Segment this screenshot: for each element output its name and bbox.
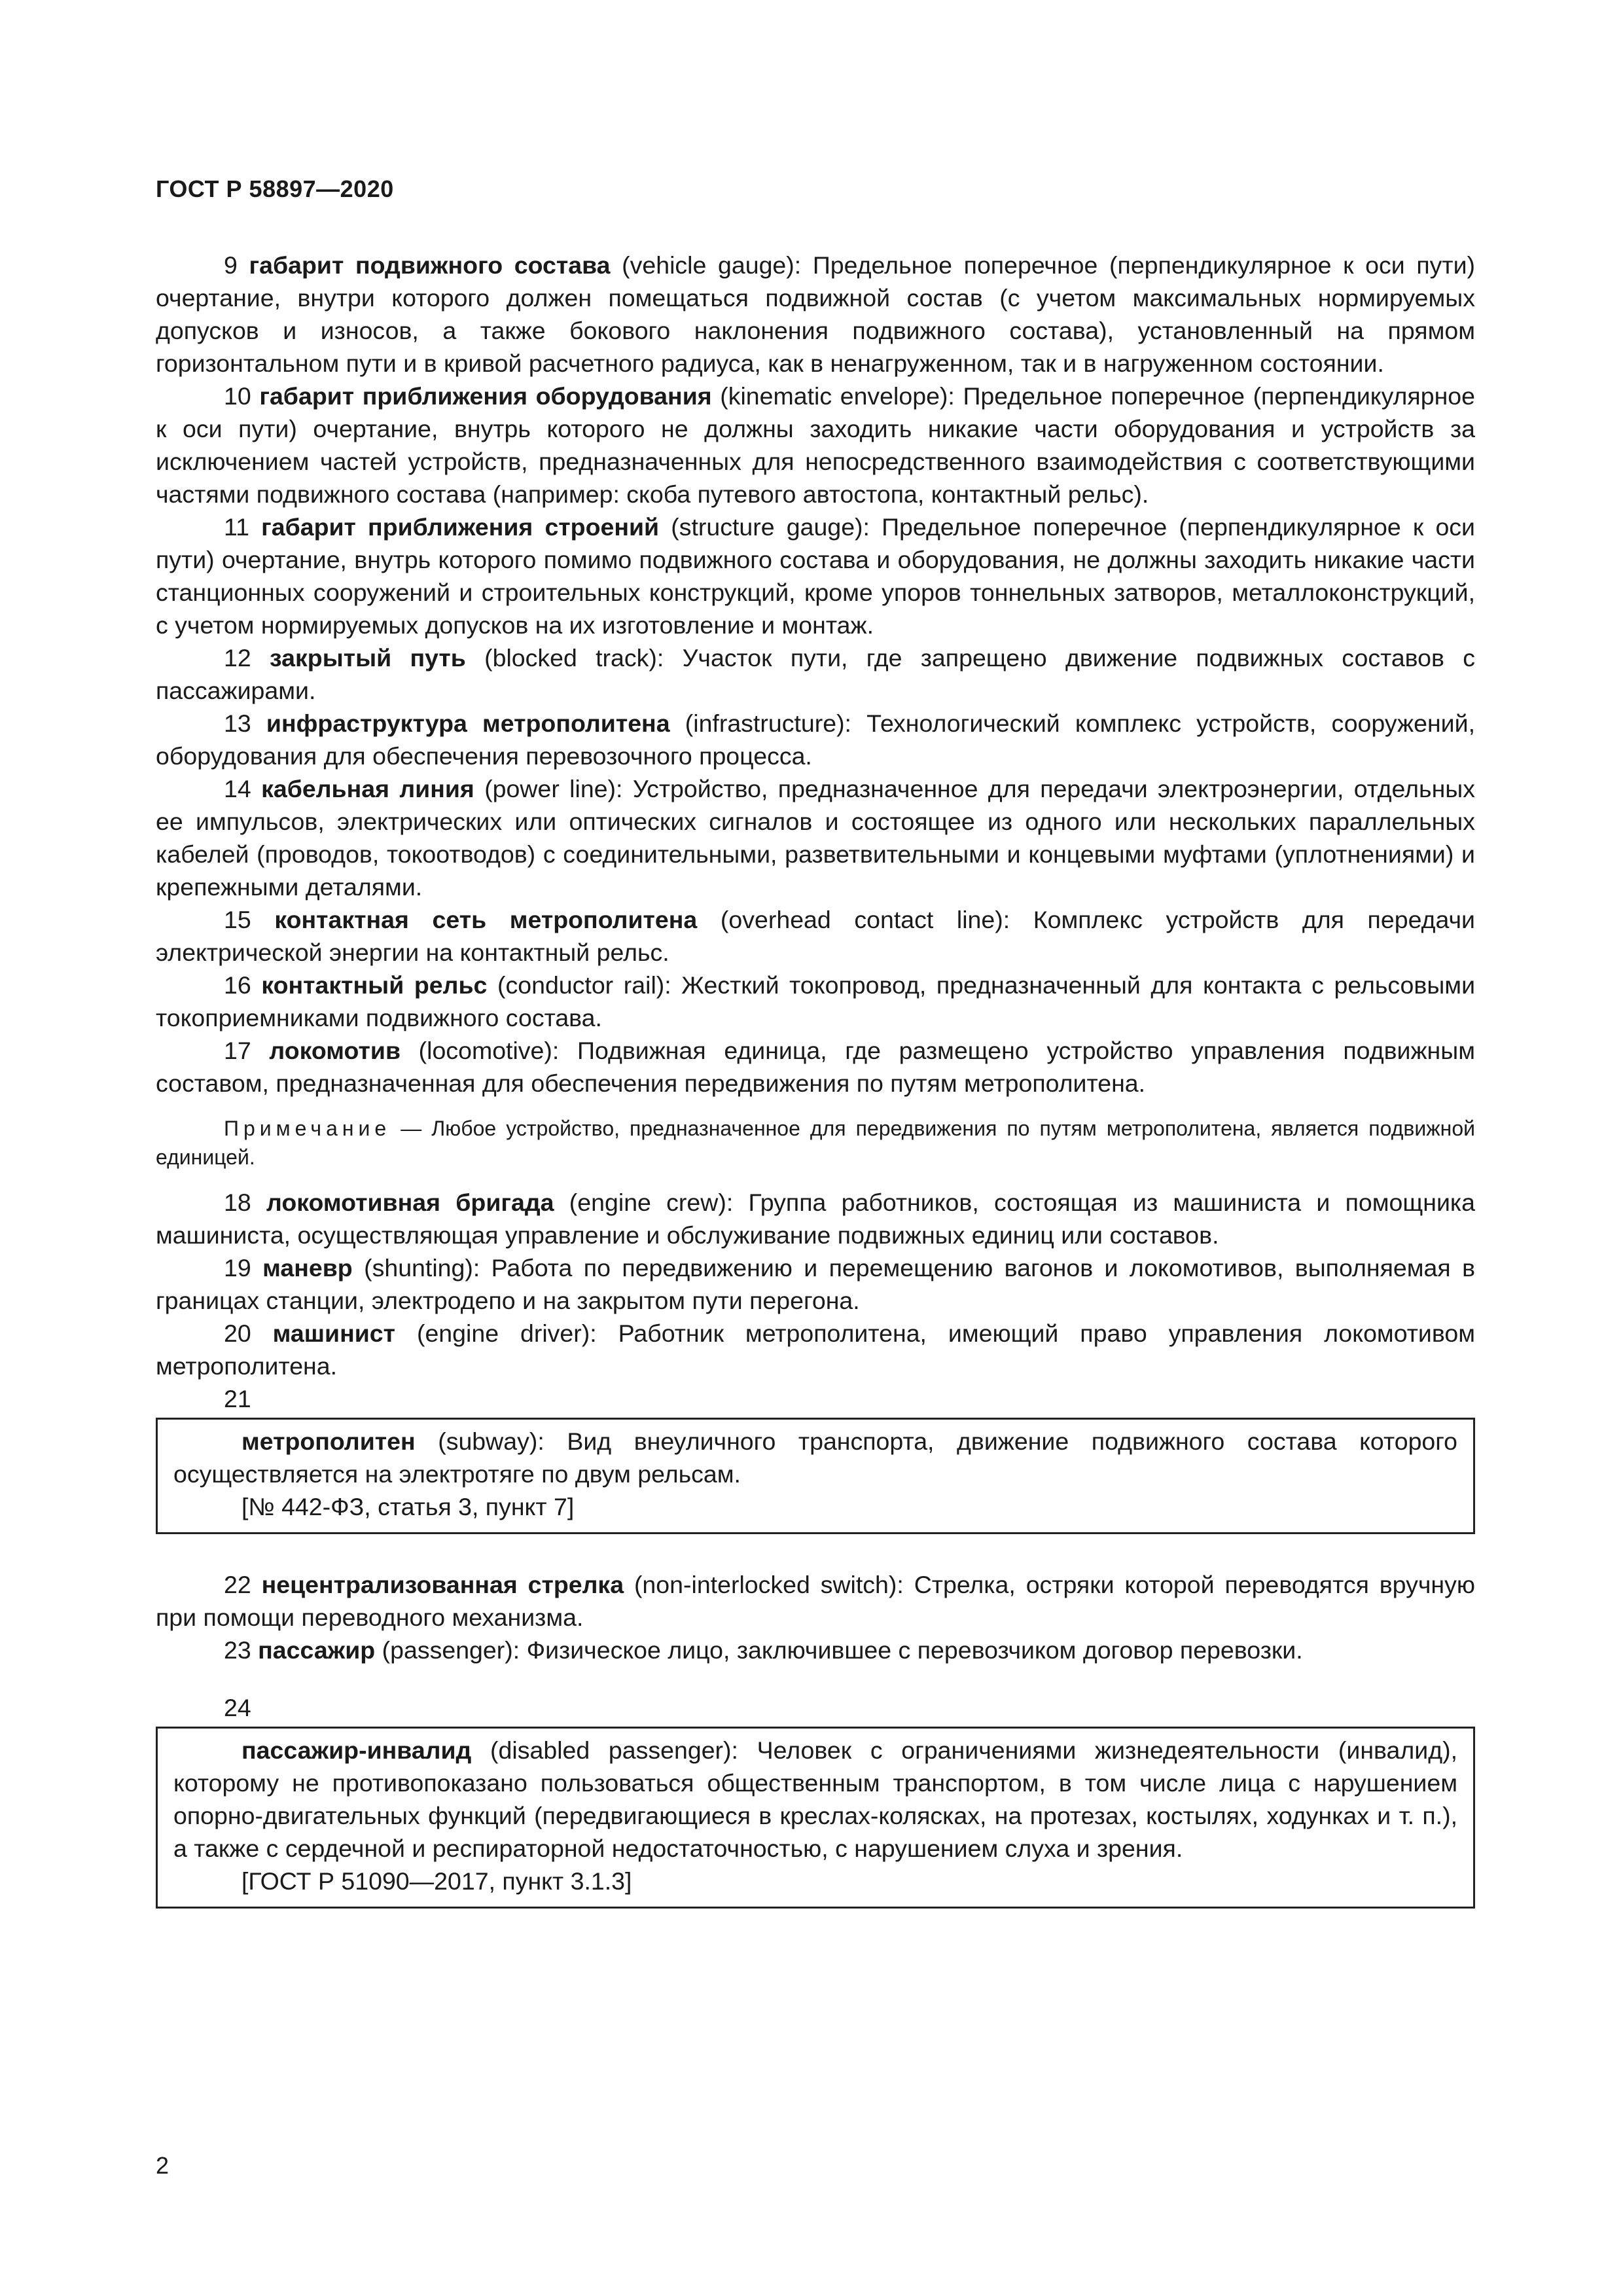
term-definition: (locomotive): Подвижная единица, где размещено устройство управления подвижным составом, предназначенная для обеспечения передвижения по путям метрополитена. [156,1037,1475,1097]
term-definition: (engine driver): Работник метрополитена, имеющий право управления локомотивом метрополитена. [156,1319,1476,1380]
term-definition: (overhead contact line): Комплекс устройств для передачи электрической энергии на контактный рельс. [156,906,1476,966]
term-title: пассажир-инвалид [241,1736,472,1764]
term-number-24: 24 [224,1694,251,1721]
page-number: 2 [156,2152,169,2179]
term-entry-14: 14 кабельная линия (power line): Устройство, предназначенное для передачи электроэнергии, отдельных ее импульсов, электрических или оптических сигналов и состоящее из одного или нескольких параллельных кабелей (проводов, токоотводов) с соединительными, разветвительными и концевыми муфтами (уплотнениями) и крепежными деталями. [156,775,1476,901]
term-entry-12: 12 закрытый путь (blocked track): Участок пути, где запрещено движение подвижных составов с пассажирами. [156,644,1475,704]
term-box-24 [156,1727,1475,1909]
term-entry-17: 17 локомотив (locomotive): Подвижная единица, где размещено устройство управления подвижным составом, предназначенная для обеспечения передвижения по путям метрополитена. [156,1037,1475,1097]
term-definition: (disabled passenger): Человек с ограничениями жизнедеятельности (инвалид), которому не противопоказано пользоваться общественным транспортом, в том числе лица с нарушением опорно-двигательных функций (передвигающиеся в креслах-колясках, на протезах, костылях, ходунках и т. п.), а также с сердечной и респираторной недостаточностью, с нарушением слуха и зрения. [173,1736,1457,1862]
boxed-term [173,1425,1457,1490]
term-definition: (passenger): Физическое лицо, заключившее с перевозчиком договор перевозки. [375,1636,1303,1664]
boxed-term [173,1734,1457,1865]
term-title: габарит подвижного состава [249,251,611,279]
term-entry-23: 23 пассажир (passenger): Физическое лицо, заключившее с перевозчиком договор перевозки. [224,1636,1303,1664]
term-entry-11: 11 габарит приближения строений (structure gauge): Предельное поперечное (перпендикулярное к оси пути) очертание, внутрь которого помимо подвижного состава и оборудования, не должны заходить никакие части станционных сооружений и строительных конструкций, кроме упоров тоннельных затворов, металлоконструкций, с учетом нормируемых допусков на их изготовление и монтаж. [156,513,1475,639]
term-title: габарит приближения оборудования [259,382,712,410]
term-title: кабельная линия [261,775,474,802]
term-title: инфраструктура метрополитена [266,709,670,737]
note-text: — Любое устройство, предназначенное для передвижения по путям метрополитена, является подвижной единицей. [156,1117,1475,1169]
term-number-21: 21 [224,1385,251,1412]
term-title: локомотив [269,1037,401,1064]
term-title: пассажир [258,1636,376,1664]
term-title: машинист [272,1319,396,1347]
term-definition: (subway): Вид внеуличного транспорта, движение подвижного состава которого осуществляется на электротяге по двум рельсам. [173,1427,1457,1488]
term-definition: (vehicle gauge): Предельное поперечное (перпендикулярное к оси пути) очертание, внутри которого должен помещаться подвижной состав (с учетом максимальных нормируемых допусков и износов, а также бокового наклонения подвижного состава), установленный на прямом горизонтальном пути и в кривой расчетного радиуса, как в ненагруженном, так и в нагруженном состоянии. [156,251,1475,377]
term-definition: (conductor rail): Жесткий токопровод, предназначенный для контакта с рельсовыми токоприемниками подвижного состава. [156,971,1476,1031]
term-entry-22: 22 нецентрализованная стрелка (non-interlocked switch): Стрелка, остряки которой переводятся вручную при помощи переводного механизма. [156,1571,1475,1631]
term-title: метрополитен [241,1427,416,1455]
term-entry-16: 16 контактный рельс (conductor rail): Жесткий токопровод, предназначенный для контакта с рельсовыми токоприемниками подвижного состава. [156,971,1476,1031]
term-definition: (non-interlocked switch): Стрелка, остряки которой переводятся вручную при помощи переводного механизма. [156,1571,1475,1631]
term-entry-10: 10 габарит приближения оборудования (kinematic envelope): Предельное поперечное (перпендикулярное к оси пути) очертание, внутрь которого не должны заходить никакие части оборудования и устройств за исключением частей устройств, предназначенных для непосредственного взаимодействия с соответствующими частями подвижного состава (например: скоба путевого автостопа, контактный рельс). [156,382,1475,508]
term-entry-13: 13 инфраструктура метрополитена (infrastructure): Технологический комплекс устройств, сооружений, оборудования для обеспечения перевозочного процесса. [156,709,1475,770]
term-entry-18: 18 локомотивная бригада (engine crew): Группа работников, состоящая из машиниста и помощника машиниста, осуществляющая управление и обслуживание подвижных единиц или составов. [156,1189,1475,1249]
term-box-21 [156,1418,1475,1534]
term-title: маневр [262,1254,353,1282]
term-source: [№ 442-ФЗ, статья 3, пункт 7] [241,1493,575,1520]
term-definition: (blocked track): Участок пути, где запрещено движение подвижных составов с пассажирами. [156,644,1475,704]
term-entry-9: 9 габарит подвижного состава (vehicle gauge): Предельное поперечное (перпендикулярное к оси пути) очертание, внутри которого должен помещаться подвижной состав (с учетом максимальных нормируемых допусков и износов, а также бокового наклонения подвижного состава), установленный на прямом горизонтальном пути и в кривой расчетного радиуса, как в ненагруженном, так и в нагруженном состоянии. [156,251,1475,377]
document-header: ГОСТ Р 58897—2020 [156,175,394,202]
term-definition: (engine crew): Группа работников, состоящая из машиниста и помощника машиниста, осуществляющая управление и обслуживание подвижных единиц или составов. [156,1189,1475,1249]
term-entry-20: 20 машинист (engine driver): Работник метрополитена, имеющий право управления локомотивом метрополитена. [156,1319,1476,1380]
term-title: габарит приближения строений [261,513,660,541]
term-title: контактная сеть метрополитена [274,906,698,933]
term-title: нецентрализованная стрелка [261,1571,624,1598]
note-label: Примечание [224,1117,391,1140]
term-title: контактный рельс [261,971,488,999]
term-definition: (structure gauge): Предельное поперечное (перпендикулярное к оси пути) очертание, внутрь которого помимо подвижного состава и оборудования, не должны заходить никакие части станционных сооружений и строительных конструкций, кроме упоров тоннельных затворов, металлоконструкций, с учетом нормируемых допусков на их изготовление и монтаж. [156,513,1475,639]
term-entry-15: 15 контактная сеть метрополитена (overhead contact line): Комплекс устройств для передачи электрической энергии на контактный рельс. [156,906,1476,966]
document-body [156,249,1475,1909]
term-title: закрытый путь [270,644,466,672]
term-definition: (power line): Устройство, предназначенное для передачи электроэнергии, отдельных ее импульсов, электрических или оптических сигналов и состоящее из одного или нескольких параллельных кабелей (проводов, токоотводов) с соединительными, разветвительными и концевыми муфтами (уплотнениями) и крепежными деталями. [156,775,1476,901]
term-definition: (shunting): Работа по передвижению и перемещению вагонов и локомотивов, выполняемая в границах станции, электродепо и на закрытом пути перегона. [156,1254,1475,1314]
term-definition: (infrastructure): Технологический комплекс устройств, сооружений, оборудования для обеспечения перевозочного процесса. [156,709,1475,770]
term-title: локомотивная бригада [266,1189,554,1216]
term-definition: (kinematic envelope): Предельное поперечное (перпендикулярное к оси пути) очертание, внутрь которого не должны заходить никакие части оборудования и устройств за исключением частей устройств, предназначенных для непосредственного взаимодействия с соответствующими частями подвижного состава (например: скоба путевого автостопа, контактный рельс). [156,382,1475,508]
term-source: [ГОСТ Р 51090—2017, пункт 3.1.3] [241,1867,632,1895]
term-entry-19: 19 маневр (shunting): Работа по передвижению и перемещению вагонов и локомотивов, выполняемая в границах станции, электродепо и на закрытом пути перегона. [156,1254,1475,1314]
note [156,1114,1475,1172]
